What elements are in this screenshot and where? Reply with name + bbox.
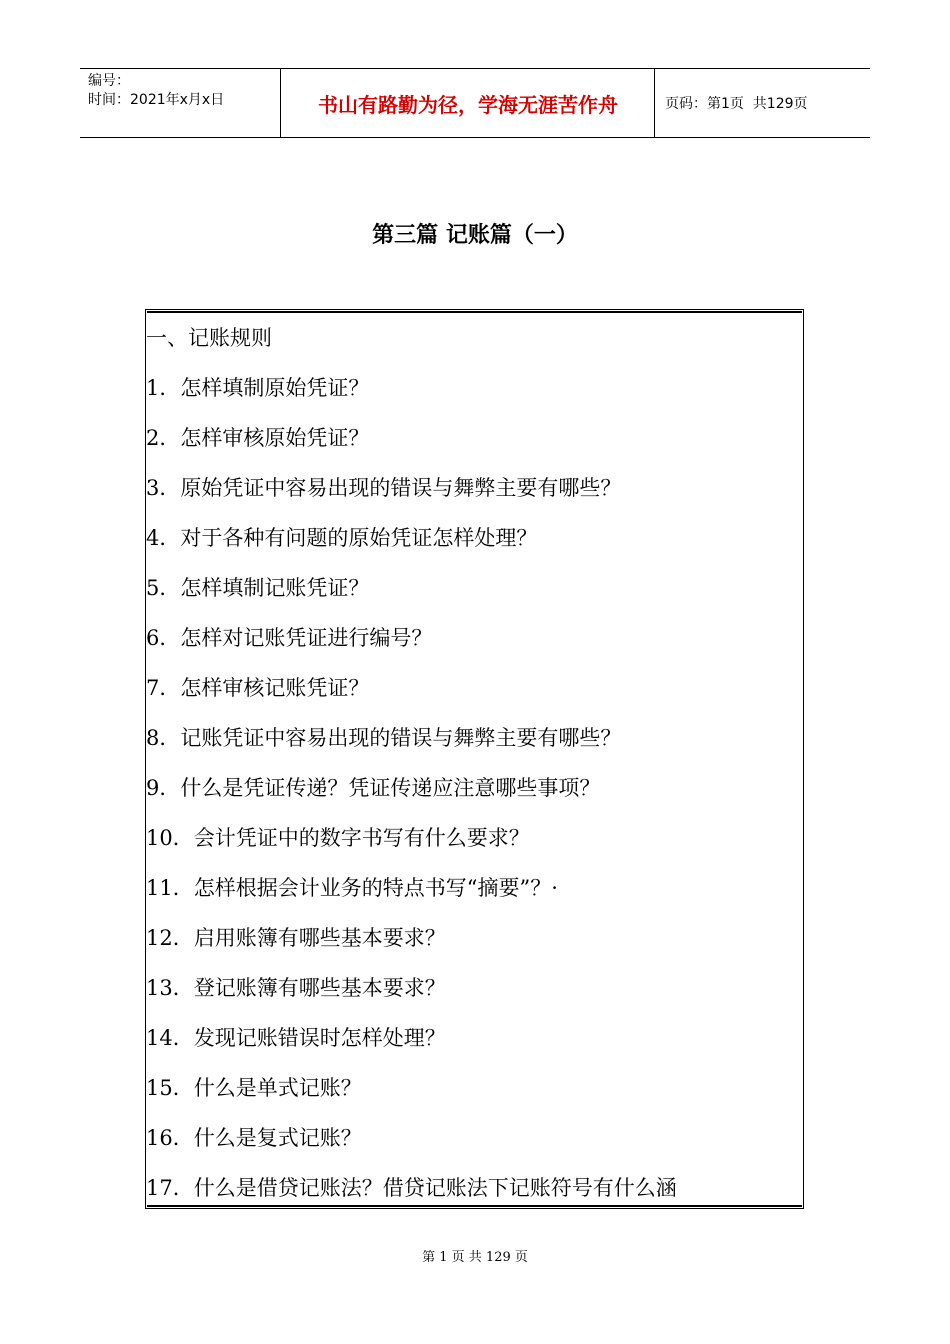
list-item: 15．什么是单式记账？ bbox=[146, 1076, 362, 1100]
contents-list bbox=[146, 322, 801, 1222]
list-item: 1．怎样填制原始凭证？ bbox=[146, 376, 370, 400]
contents-box bbox=[145, 309, 804, 1209]
header-motto: 书山有路勤为径，学海无涯苦作舟 bbox=[318, 92, 618, 117]
list-item: 17．什么是借贷记账法？借贷记账法下记账符号有什么涵 bbox=[146, 1176, 677, 1200]
header-meta-cell bbox=[80, 69, 281, 137]
header-motto-cell bbox=[282, 69, 655, 137]
list-item: 10．会计凭证中的数字书写有什么要求？ bbox=[146, 826, 530, 850]
list-item: 4．对于各种有问题的原始凭证怎样处理？ bbox=[146, 526, 538, 550]
header-page-cell bbox=[655, 69, 870, 137]
document-time-label: 时间：2021年x月x日 bbox=[88, 92, 225, 108]
list-item: 13．登记账簿有哪些基本要求？ bbox=[146, 976, 446, 1000]
list-item: 12．启用账簿有哪些基本要求？ bbox=[146, 926, 446, 950]
list-item: 2．怎样审核原始凭证？ bbox=[146, 426, 370, 450]
list-item: 16．什么是复式记账？ bbox=[146, 1126, 362, 1150]
document-number-label: 编号： bbox=[88, 73, 130, 89]
page-title: 第三篇 记账篇（一） bbox=[372, 223, 578, 248]
page-header-table bbox=[80, 68, 870, 138]
footer-page-number: 第 1 页 共 129 页 bbox=[422, 1250, 528, 1265]
header-page-info: 页码：第1页 共129页 bbox=[665, 96, 808, 112]
list-item: 3．原始凭证中容易出现的错误与舞弊主要有哪些？ bbox=[146, 476, 622, 500]
list-item: 11．怎样根据会计业务的特点书写“摘要”？· bbox=[146, 876, 558, 900]
list-item: 14．发现记账错误时怎样处理？ bbox=[146, 1026, 446, 1050]
list-item: 6．怎样对记账凭证进行编号？ bbox=[146, 626, 433, 650]
list-item: 7．怎样审核记账凭证？ bbox=[146, 676, 370, 700]
section-heading: 一、记账规则 bbox=[146, 326, 272, 350]
list-item: 8．记账凭证中容易出现的错误与舞弊主要有哪些？ bbox=[146, 726, 622, 750]
page-footer bbox=[0, 1246, 950, 1265]
list-item: 5．怎样填制记账凭证？ bbox=[146, 576, 370, 600]
list-item: 9．什么是凭证传递？凭证传递应注意哪些事项？ bbox=[146, 776, 601, 800]
